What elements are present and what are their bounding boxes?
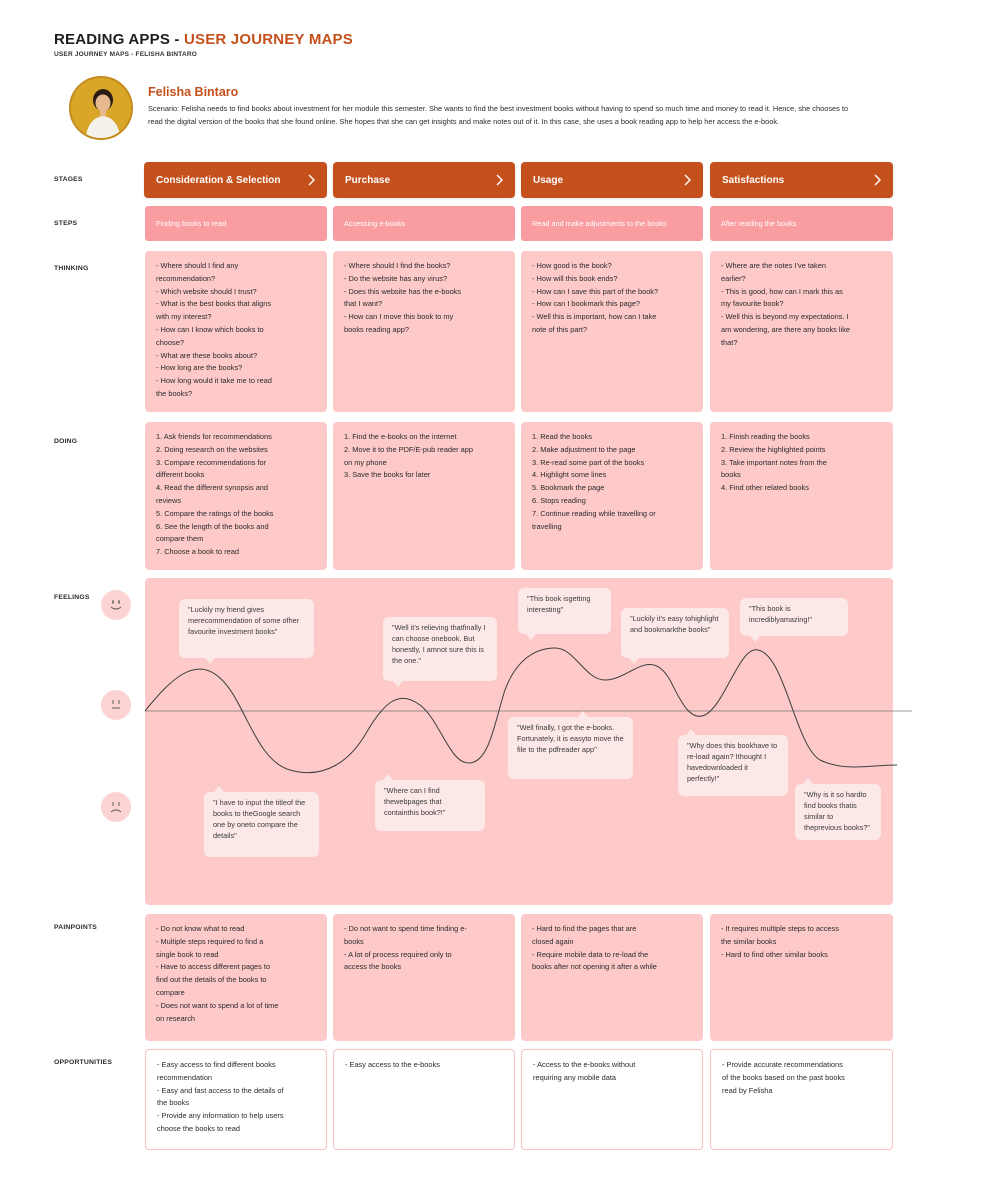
text-line: - Provide accurate recommendations	[722, 1060, 843, 1069]
text-line: - How long are the books?	[156, 363, 243, 373]
row-label-steps: STEPS	[54, 220, 78, 227]
text-line: - Well this is beyond my expectations. I	[721, 312, 849, 322]
doing-card	[145, 422, 327, 570]
text-line: Google search one by one	[213, 809, 301, 829]
text-line: choose the books to read	[157, 1123, 240, 1133]
opportunity-card	[710, 1049, 893, 1150]
stage-label: Consideration & Selection	[156, 174, 281, 186]
stage-consideration	[144, 162, 327, 198]
text-line: 1. Finish reading the books	[721, 432, 810, 441]
text-line: reader app"	[558, 745, 597, 754]
text-line: - How will this book ends?	[532, 273, 618, 283]
text-line: - Where should I find any	[156, 261, 239, 270]
text-line: - Do not know what to read	[156, 924, 245, 933]
text-line: - Which website should I trust?	[156, 286, 257, 296]
text-line: access the books	[344, 962, 402, 972]
thinking-card	[145, 251, 327, 412]
text-line: to find books that	[804, 790, 867, 810]
text-line: - Where are the notes I've taken	[721, 261, 826, 270]
text-line: compare them	[156, 534, 204, 544]
text-line: 2. Review the highlighted points	[721, 444, 826, 454]
thinking-card	[710, 251, 893, 412]
text-line: have to re-load again? I	[687, 741, 778, 761]
text-line: "I have to input the title	[213, 798, 287, 807]
text-line: 7. Choose a book to read	[156, 547, 239, 557]
text-line: recommendation	[157, 1072, 213, 1082]
text-line: 6. See the length of the books and	[156, 521, 269, 531]
text-line: with my interest?	[156, 312, 212, 322]
text-line: earlier?	[721, 273, 746, 283]
stage-purchase	[333, 162, 515, 198]
text-line: travelling	[532, 521, 562, 531]
row-label-feelings: FEELINGS	[54, 594, 90, 601]
chevron-right-icon	[495, 174, 503, 186]
text-line: finally I can choose one	[392, 623, 486, 643]
quote-bubble	[678, 735, 788, 796]
stage-satisfactions	[710, 162, 893, 198]
text-line: note of this part?	[532, 324, 588, 334]
page-subtitle: USER JOURNEY MAPS - FELISHA BINTARO	[54, 51, 198, 58]
text-line: previous books?"	[814, 823, 870, 832]
text-line: getting interesting"	[527, 594, 591, 614]
text-line: "Luckily my friend gives me	[188, 605, 264, 625]
sad-face-icon	[101, 792, 131, 822]
text-line: 1. Ask friends for recommendations	[156, 432, 272, 441]
row-label-thinking: THINKING	[54, 265, 89, 272]
row-label-opportunities: OPPORTUNITIES	[54, 1059, 113, 1066]
text-line: 2. Make adjustment to the page	[532, 444, 636, 454]
text-line: - Do not want to spend time finding e-	[344, 924, 467, 933]
text-line: compare	[156, 987, 185, 997]
text-line: - How long would it take me to read	[156, 376, 272, 386]
text-line: her favourite investment books"	[188, 616, 300, 636]
text-line: the books	[157, 1098, 190, 1108]
text-line: 2. Move it to the PDF/E-pub reader app	[344, 444, 473, 454]
text-line: choose?	[156, 337, 184, 347]
text-line: not sure this is the one."	[392, 645, 484, 665]
text-line: "Well finally, I got the e-	[517, 723, 593, 732]
text-line: - How good is the book?	[532, 261, 612, 270]
text-line: 3. Take important notes from the	[721, 457, 827, 467]
painpoint-card	[521, 914, 703, 1041]
text-line: 5. Bookmark the page	[532, 483, 605, 493]
text-line: - Have to access different pages to	[156, 962, 271, 972]
quote-bubble	[518, 588, 611, 634]
chevron-right-icon	[307, 174, 315, 186]
opportunity-card	[145, 1049, 327, 1150]
text-line: - Provide any information to help users	[157, 1111, 284, 1121]
stage-label: Purchase	[345, 174, 391, 186]
text-line: amazing!"	[779, 615, 813, 624]
text-line: - Easy and fast access to the details of	[157, 1085, 284, 1095]
doing-card	[333, 422, 515, 570]
row-label-stages: STAGES	[54, 176, 83, 183]
text-line: the similar books	[721, 936, 777, 946]
neutral-face-icon	[101, 690, 131, 720]
text-line: - Well this is important, how can I take	[532, 312, 657, 322]
quote-bubble	[179, 599, 314, 658]
text-line: books. Fortunately, it is easy	[517, 723, 615, 743]
text-line: 4. Read the different synopsis and	[156, 483, 269, 493]
text-line: recommendation of some of	[198, 616, 289, 625]
title-prefix: READING APPS -	[54, 31, 184, 48]
step-card: Accessing e-books	[333, 206, 515, 241]
text-line: single book to read	[156, 949, 219, 959]
text-line: 1. Read the books	[532, 432, 592, 441]
text-line: - Hard to find other similar books	[721, 949, 828, 959]
painpoint-card	[710, 914, 893, 1041]
happy-face-icon	[101, 590, 131, 620]
persona-scenario: Scenario: Felisha needs to find books about investment for her module this semester. She wants to find the best investment books without having to spend so much time and money to read it. Hence, she chooses to read the digital version of the books that she found online. She hopes that she can get insights and make notes out of it. In this case, she uses a book reading app to help her access the e-book.	[148, 104, 849, 126]
row-label-doing: DOING	[54, 438, 78, 445]
text-line: highlight and bookmark	[630, 614, 719, 634]
text-line: - A lot of process required only to	[344, 949, 452, 959]
text-line: 6. Stops reading	[532, 495, 586, 505]
text-line: that?	[721, 337, 738, 347]
stage-usage	[521, 162, 703, 198]
row-label-painpoints: PAINPOINTS	[54, 924, 98, 931]
text-line: - How can I move this book to my	[344, 312, 454, 322]
text-line: - How can I know which books to	[156, 324, 264, 334]
title-accent: USER JOURNEY MAPS	[183, 31, 353, 48]
text-line: read by Felisha	[722, 1085, 773, 1095]
quote-bubble	[383, 617, 497, 681]
doing-card	[710, 422, 893, 570]
text-line: - Multiple steps required to find a	[156, 936, 264, 946]
text-line: books	[344, 936, 364, 946]
persona-avatar	[69, 76, 133, 140]
quote-bubble	[375, 780, 485, 831]
text-line: 5. Compare the ratings of the books	[156, 508, 274, 518]
text-line: 3. Re-read some part of the books	[532, 457, 645, 467]
text-line: requiring any mobile data	[533, 1072, 616, 1082]
text-line: 4. Find other related books	[721, 483, 809, 493]
text-line: "Where can I find the	[384, 786, 440, 806]
text-line: 7. Continue reading while travelling or	[532, 508, 656, 518]
text-line: - Does not want to spend a lot of time	[156, 1000, 279, 1010]
text-line: - Do the website has any virus?	[344, 273, 448, 283]
text-line: books	[721, 470, 741, 480]
quote-bubble	[795, 784, 881, 840]
text-line: - How can I bookmark this page?	[532, 299, 641, 309]
painpoint-card	[333, 914, 515, 1041]
text-line: webpages that contain	[384, 797, 442, 817]
text-line: "This book is incredibly	[749, 604, 791, 624]
text-line: book. But honestly, I am	[392, 634, 475, 654]
text-line: - It requires multiple steps to access	[721, 924, 839, 933]
text-line: downloaded it perfectly!"	[687, 763, 748, 783]
persona-photo	[71, 78, 133, 140]
chevron-right-icon	[683, 174, 691, 186]
text-line: books after not opening it after a while	[532, 962, 657, 972]
text-line: to compare the details"	[213, 820, 298, 840]
text-line: "This book is	[527, 594, 569, 603]
text-line: the books?	[156, 388, 193, 398]
text-line: - Hard to find the pages that are	[532, 924, 637, 933]
stage-label: Satisfactions	[722, 174, 785, 186]
stage-label: Usage	[533, 174, 564, 186]
text-line: recommendation?	[156, 273, 216, 283]
quote-bubble	[508, 717, 633, 779]
text-line: 2. Doing research on the websites	[156, 444, 268, 454]
text-line: - What are these books about?	[156, 350, 258, 360]
painpoint-card	[145, 914, 327, 1041]
text-line: 3. Compare recommendations for	[156, 457, 267, 467]
text-line: thought I have	[687, 752, 767, 772]
text-line: - Does this website has the e-books	[344, 286, 462, 296]
text-line: "Luckily it's easy to	[630, 614, 692, 623]
opportunity-card	[333, 1049, 515, 1150]
step-card: Read and make adjustments to the books	[521, 206, 703, 241]
text-line: my favourite book?	[721, 299, 784, 309]
text-line: - How can I save this part of the book?	[532, 286, 659, 296]
step-card: Finding books to read	[145, 206, 327, 241]
text-line: - Where should I find the books?	[344, 261, 451, 270]
text-line: "Why does this book	[687, 741, 754, 750]
text-line: on my phone	[344, 457, 387, 467]
text-line: find out the details of the books to	[156, 975, 267, 985]
page-title	[54, 31, 353, 48]
text-line: 1. Find the e-books on the internet	[344, 432, 457, 441]
opportunity-card	[521, 1049, 703, 1150]
text-line: "Why is it so hard	[804, 790, 861, 799]
text-line: to move the file to the pdf	[517, 734, 624, 754]
text-line: - Require mobile data to re-load the	[532, 949, 649, 959]
quote-bubble	[621, 608, 729, 658]
text-line: that I want?	[344, 299, 383, 309]
text-line: - Easy access to find different books	[157, 1060, 276, 1069]
text-line: am wondering, are there any books like	[721, 324, 850, 334]
thinking-card	[333, 251, 515, 412]
text-line: the books"	[676, 625, 711, 634]
quote-bubble	[204, 792, 319, 857]
persona-name: Felisha Bintaro	[148, 85, 239, 99]
text-line: - This is good, how can I mark this as	[721, 286, 843, 296]
step-card: After reading the books	[710, 206, 893, 241]
text-line: - Easy access to the e-books	[345, 1060, 440, 1069]
text-line: of the books to the	[213, 798, 306, 818]
text-line: this book?!"	[407, 808, 446, 817]
chevron-right-icon	[873, 174, 881, 186]
text-line: reviews	[156, 495, 182, 505]
thinking-card	[521, 251, 703, 412]
text-line: books reading app?	[344, 324, 409, 334]
text-line: is similar to the	[804, 801, 857, 832]
quote-bubble	[740, 598, 848, 636]
text-line: closed again	[532, 936, 574, 946]
text-line: - What is the best books that aligns	[156, 299, 272, 309]
text-line: 4. Highlight some lines	[532, 470, 607, 480]
text-line: of the books based on the past books	[722, 1072, 845, 1082]
text-line: "Well it's relieving that	[392, 623, 463, 632]
text-line: - Access to the e-books without	[533, 1060, 636, 1069]
text-line: on research	[156, 1013, 196, 1023]
text-line: different books	[156, 470, 205, 480]
text-line: 3. Save the books for later	[344, 470, 431, 480]
doing-card	[521, 422, 703, 570]
